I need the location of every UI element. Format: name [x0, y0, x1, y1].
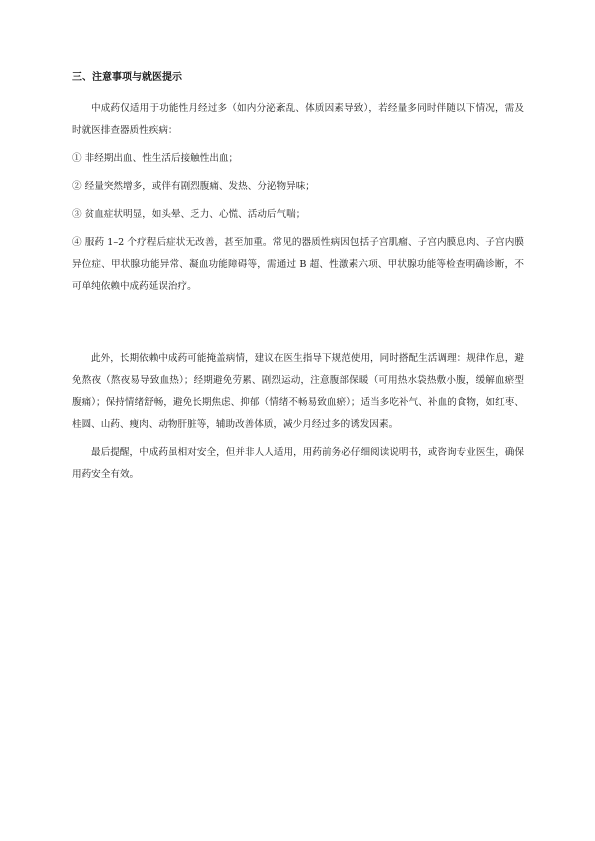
section-title: 三、注意事项与就医提示 [72, 72, 182, 83]
section-intro: 中成药仅适用于功能性月经过多（如内分泌紊乱、体质因素导致），若经量多同时伴随以下情况，需及时就医排查器质性疾病： [72, 103, 524, 136]
document-content [72, 70, 524, 492]
final-reminder-paragraph: 最后提醒，中成药虽相对安全，但并非人人适用，用药前务必仔细阅读说明书，或咨询专业医生，确保用药安全有效。 [72, 447, 524, 480]
list-item: ③ 贫血症状明显，如头晕、乏力、心慌、活动后气喘； [72, 209, 306, 220]
list-item: ④ 服药 1–2 个疗程后症状无改善，甚至加重。常见的器质性病因包括子宫肌瘤、子宫内膜息肉、子宫内膜异位症、甲状腺功能异常、凝血功能障碍等，需通过 B 超、性激素六项、甲状腺功能等检查明确诊断，不可单纯依赖中成药延误治疗。 [72, 237, 524, 292]
lifestyle-advice-paragraph: 此外，长期依赖中成药可能掩盖病情，建议在医生指导下规范使用，同时搭配生活调理：规律作息，避免熬夜（熬夜易导致血热）；经期避免劳累、剧烈运动，注意腹部保暖（可用热水袋热敷小腹，缓解血瘀型腹痛）；保持情绪舒畅，避免长期焦虑、抑郁（情绪不畅易致血瘀）；适当多吃补气、补血的食物，如红枣、桂圆、山药、瘦肉、动物肝脏等，辅助改善体质，减少月经过多的诱发因素。 [72, 353, 524, 430]
list-item: ② 经量突然增多，或伴有剧烈腹痛、发热、分泌物异味； [72, 181, 315, 192]
list-item: ① 非经期出血、性生活后接触性出血； [72, 153, 239, 164]
section-spacer [72, 304, 524, 348]
